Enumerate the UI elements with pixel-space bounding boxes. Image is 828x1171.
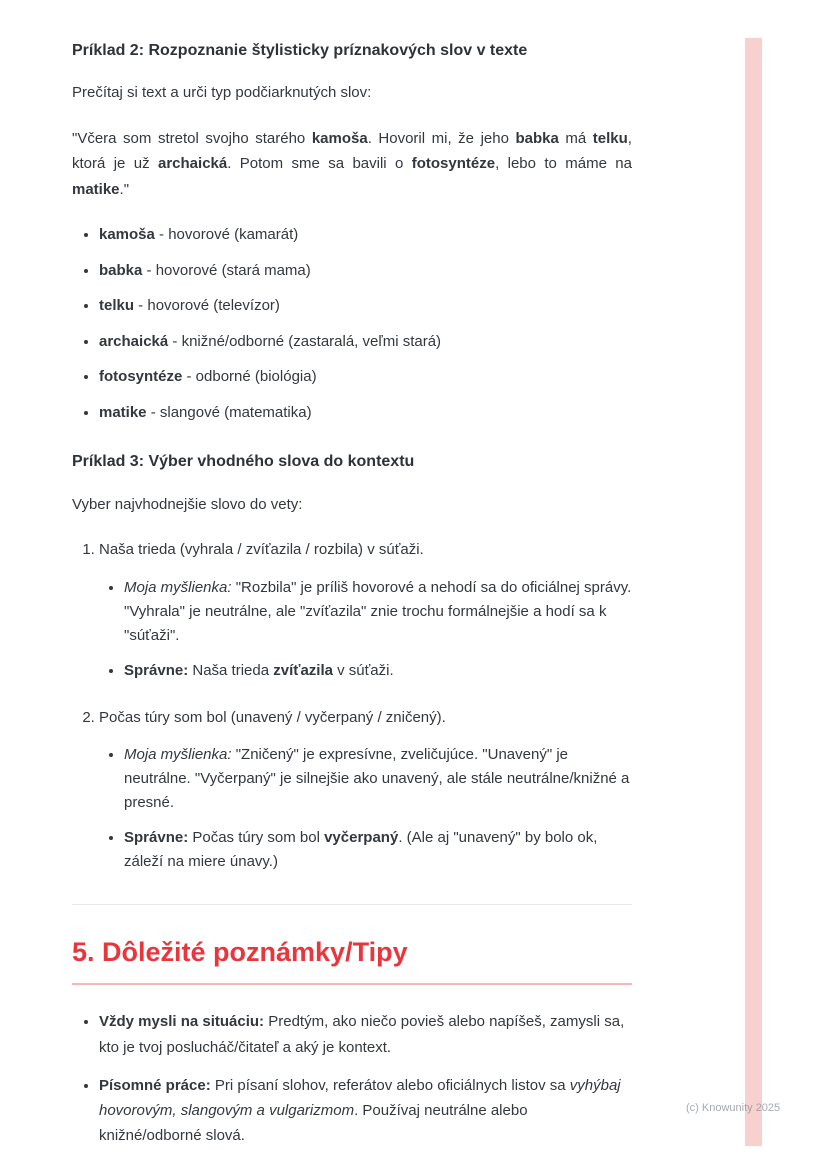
section5-heading: 5. Dôležité poznámky/Tipy <box>72 935 632 985</box>
decorative-pink-bar <box>745 38 762 1146</box>
example3-intro: Vyber najvhodnejšie slovo do vety: <box>72 495 303 513</box>
exercise-notes <box>99 576 632 683</box>
exercise-item <box>99 705 632 875</box>
example2-heading: Príklad 2: Rozpoznanie štylisticky príznakových slov v texte <box>72 42 528 59</box>
section-divider <box>72 904 632 905</box>
example3-heading: Príklad 3: Výber vhodného slova do kontextu <box>72 453 415 471</box>
example2-list <box>72 222 632 425</box>
exercise-sentence: Počas túry som bol (unavený / vyčerpaný / zničený). <box>99 708 446 726</box>
tip-item: • Vždy mysli na situáciu: Predtým, ako niečo povieš alebo napíšeš, zamysli sa, kto je tvoj poslucháč/čitateľ a aký je kontext. <box>99 1009 632 1059</box>
list-item: • matike - slangové (matematika) <box>99 400 632 426</box>
list-item: • kamoša - hovorové (kamarát) <box>99 222 632 248</box>
example2-intro: Prečítaj si text a urči typ podčiarknutých slov: <box>72 84 372 102</box>
answer-item: • Správne: Počas túry som bol vyčerpaný. (Ale aj "unavený" by bolo ok, záleží na miere únavy.) <box>124 826 632 874</box>
example2-quote-paragraph: "Včera som stretol svojho starého kamoša. Hovoril mi, že jeho babka má telku, ktorá je už archaická. Potom sme sa bavili o fotosyntéze, lebo to máme na matike." <box>72 129 632 198</box>
list-item: • fotosyntéze - odborné (biológia) <box>99 364 632 390</box>
watermark: (c) Knowunity 2025 <box>686 1102 781 1114</box>
list-item: • babka - hovorové (stará mama) <box>99 258 632 284</box>
tip-item: • Písomné práce: Pri písaní slohov, referátov alebo oficiálnych listov sa vyhýbaj hovorovým, slangovým a vulgarizmom. Používaj neutrálne alebo knižné/odborné slová. <box>99 1073 632 1149</box>
exercise-notes <box>99 743 632 874</box>
example3-exercise-list <box>72 537 632 874</box>
list-item: • archaická - knižné/odborné (zastaralá, veľmi stará) <box>99 329 632 355</box>
exercise-item <box>99 537 632 683</box>
tips-list <box>72 1009 632 1148</box>
thought-item: • Moja myšlienka: "Zničený" je expresívne, zveličujúce. "Unavený" je neutrálne. "Vyčerpaný" je silnejšie ako unavený, ale stále neutrálne/knižné a presné. <box>124 743 632 815</box>
document-page <box>72 40 632 1161</box>
list-item: • telku - hovorové (televízor) <box>99 293 632 319</box>
exercise-sentence: Naša trieda (vyhrala / zvíťazila / rozbila) v súťaži. <box>99 541 424 559</box>
answer-item: • Správne: Naša trieda zvíťazila v súťaži. <box>124 659 632 683</box>
thought-item: • Moja myšlienka: "Rozbila" je príliš hovorové a nehodí sa do oficiálnej správy. "Vyhrala" je neutrálne, ale "zvíťazila" znie trochu formálnejšie a hodí sa k "súťaži". <box>124 576 632 648</box>
